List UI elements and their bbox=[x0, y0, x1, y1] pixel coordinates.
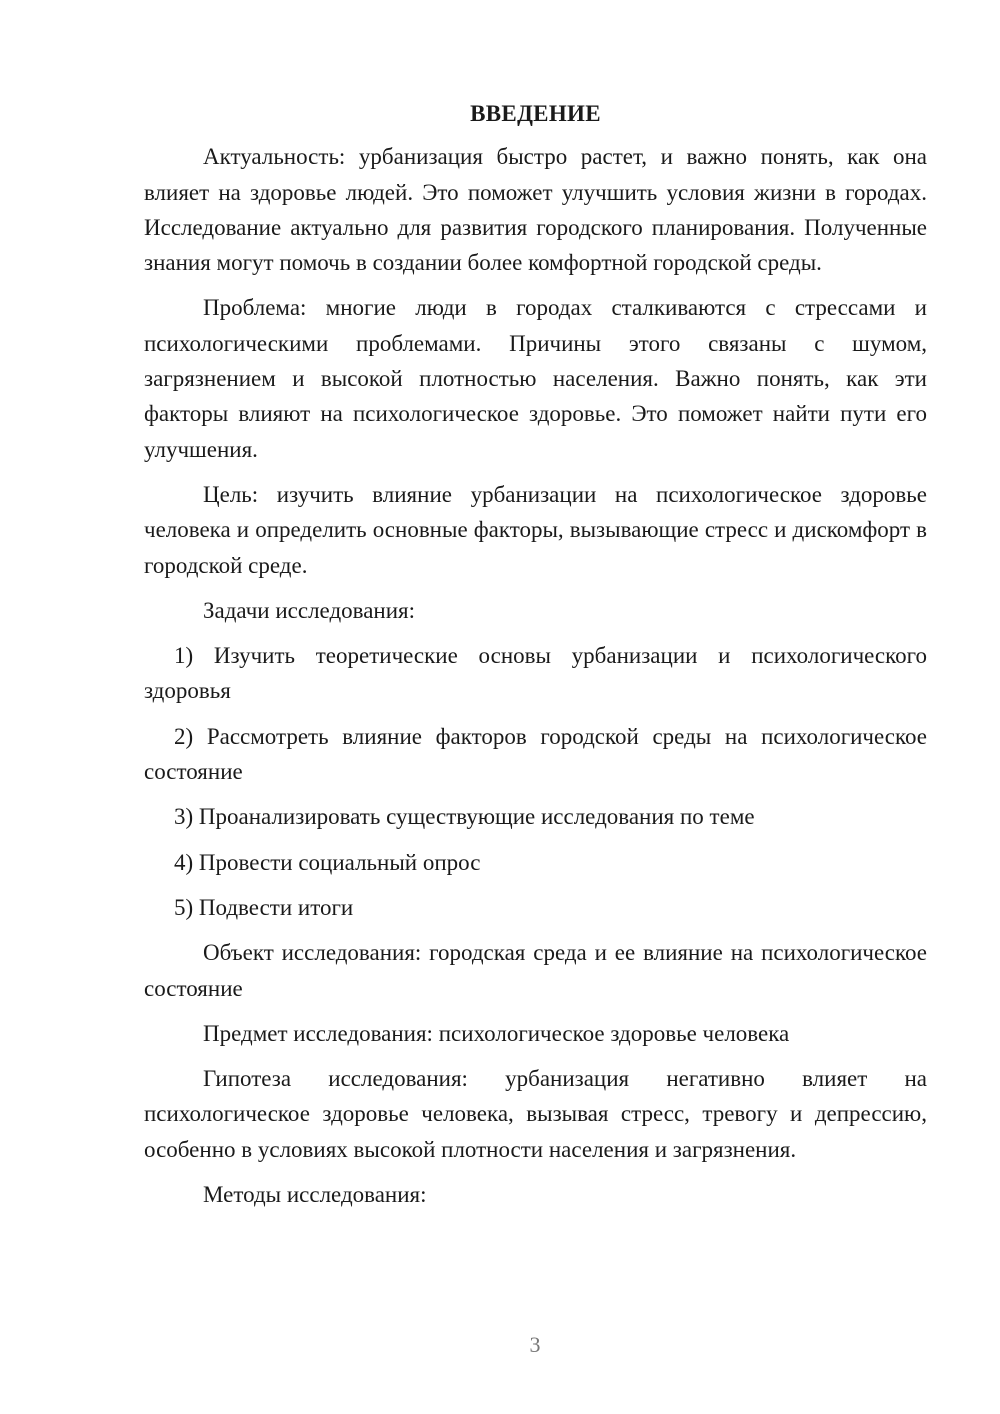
subject-paragraph: Предмет исследования: психологическое здоровье человека bbox=[203, 1020, 790, 1046]
object-paragraph: Объект исследования: городская среда и ее влияние на психологическое состояние bbox=[144, 940, 927, 1001]
section-heading: ВВЕДЕНИЕ bbox=[470, 101, 601, 126]
task-item-2: 2) Рассмотреть влияние факторов городской среды на психологическое состояние bbox=[144, 723, 927, 785]
page-number: 3 bbox=[529, 1332, 541, 1357]
hypothesis-paragraph: Гипотеза исследования: урбанизация негативно влияет на психологическое здоровье человека, вызывая стресс, тревогу и депрессию, особенно в условиях высокой плотности населения и загрязнения. bbox=[144, 1066, 927, 1162]
relevance-paragraph: Актуальность: урбанизация быстро растет, и важно понять, как она влияет на здоровье людей. Это поможет улучшить условия жизни в городах. Исследование актуально для развития городского планирования. Полученные знания могут помочь в создании более комфортной городской среды. bbox=[144, 144, 927, 276]
problem-paragraph: Проблема: многие люди в городах сталкиваются с стрессами и психологическими проблемами. Причины этого связаны с шумом, загрязнением и высокой плотностью населения. Важно понять, как эти факторы влияют на психологическое здоровье. Это поможет найти пути его улучшения. bbox=[144, 295, 927, 462]
task-item-1: 1) Изучить теоретические основы урбанизации и психологического здоровья bbox=[144, 643, 927, 704]
tasks-title: Задачи исследования: bbox=[203, 597, 416, 623]
task-item-5: 5) Подвести итоги bbox=[174, 894, 354, 920]
document-body bbox=[144, 96, 927, 1222]
task-item-4: 4) Провести социальный опрос bbox=[174, 849, 481, 875]
methods-title: Методы исследования: bbox=[203, 1182, 427, 1208]
task-item-3: 3) Проанализировать существующие исследования по теме bbox=[174, 804, 755, 830]
goal-paragraph: Цель: изучить влияние урбанизации на психологическое здоровье человека и определить основные факторы, вызывающие стресс и дискомфорт в городской среде. bbox=[144, 481, 927, 578]
